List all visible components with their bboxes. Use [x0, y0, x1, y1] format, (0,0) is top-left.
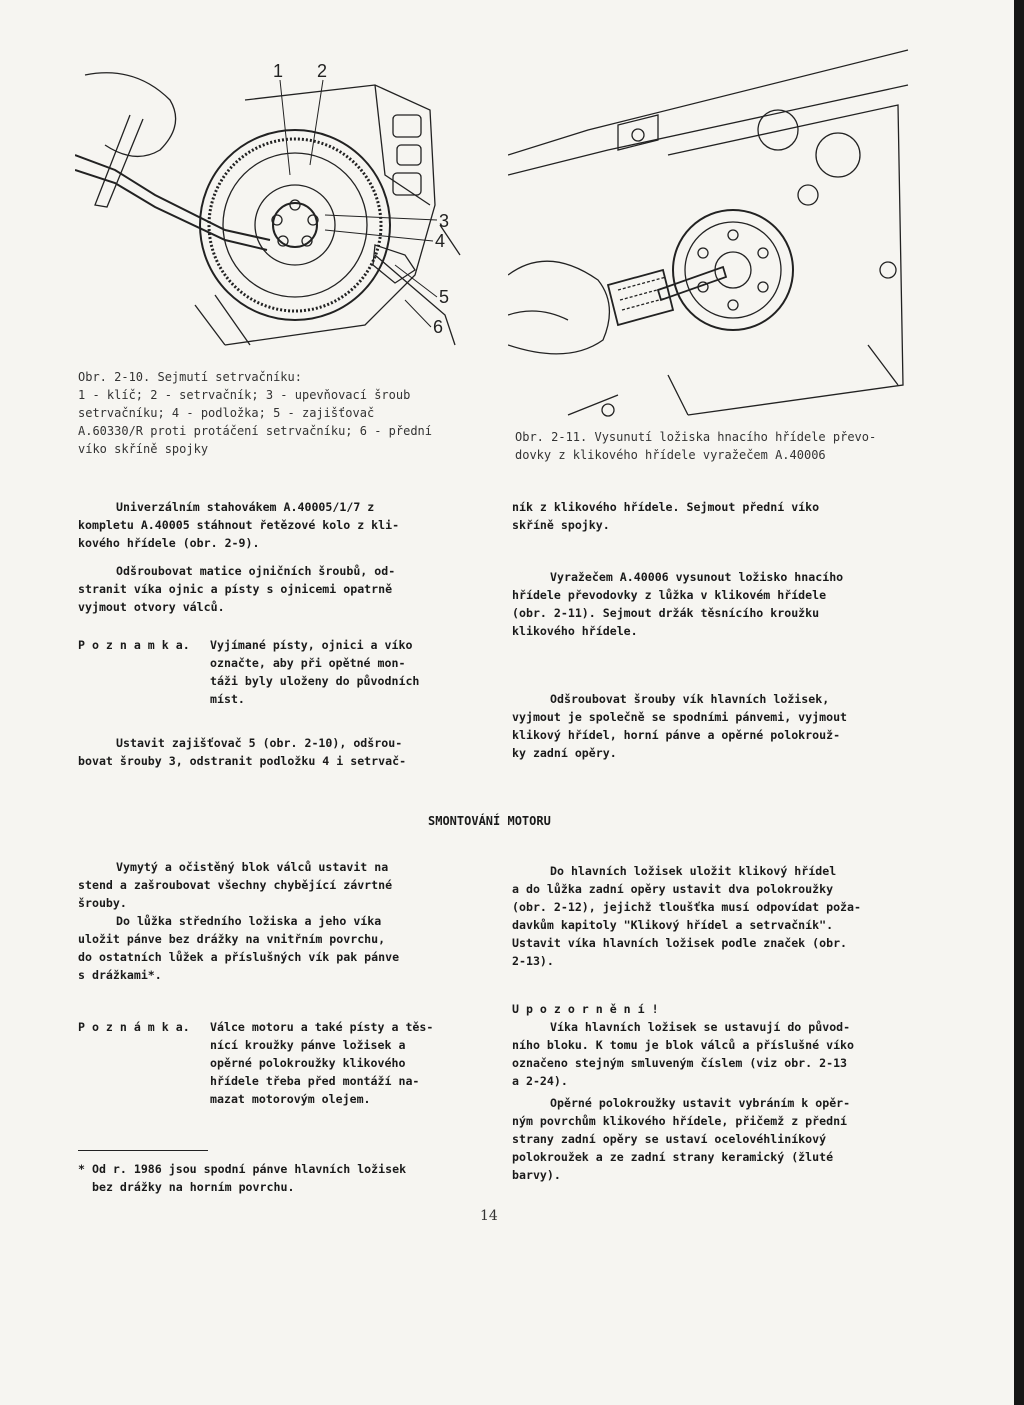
col2-assembly-para3: Opěrné polokroužky ustavit vybráním k opěr- ným povrchům klikového hřídele, přičemž z přední strany zadní opěry se ustaví ocelovéhliníkový polokroužek a ze zadní strany keramický (žluté barvy).	[512, 1096, 851, 1182]
callout-4: 4	[435, 231, 446, 251]
flywheel-illustration	[75, 55, 465, 365]
warning-label: U p o z o r n ě n í !	[512, 1002, 659, 1016]
caption-line: víko skříně spojky	[78, 442, 209, 456]
col1-assembly-para2: Do lůžka středního ložiska a jeho víka uložit pánve bez drážky na vnitřním povrchu, do ostatních lůžek a příslušných vík pak pánve s drážkami*.	[78, 914, 400, 982]
section-heading: SMONTOVÁNÍ MOTORU	[428, 814, 551, 828]
col1-para1: Univerzálním stahovákem A.40005/1/7 z kompletu A.40005 stáhnout řetězové kolo z kli- kového hřídele (obr. 2-9).	[78, 500, 400, 550]
caption-line: setrvačníku; 4 - podložka; 5 - zajišťovač	[78, 406, 375, 420]
callout-1: 1	[273, 61, 284, 81]
col2-para3: Odšroubovat šrouby vík hlavních ložisek, vyjmout je společně se spodními pánvemi, vyjmout klikový hřídel, horní pánve a opěrné polokrouž- ky zadní opěry.	[512, 692, 848, 760]
footnote-rule	[78, 1150, 208, 1151]
page-edge-shadow	[1014, 0, 1024, 1405]
figure2-caption	[515, 428, 876, 464]
caption-line: dovky z klikového hřídele vyražečem A.40006	[515, 448, 826, 462]
col1-note: Vyjímané písty, ojnici a víko označte, aby při opětné mon- táži byly uloženy do původních míst.	[210, 638, 420, 706]
col1-para3: Ustavit zajišťovač 5 (obr. 2-10), odšrou- bovat šrouby 3, odstranit podložku 4 i setrvač-	[78, 736, 407, 768]
figure-bearing-extraction	[508, 45, 913, 425]
col1-note-label: P o z n a m k a.	[78, 638, 190, 652]
callout-6: 6	[433, 317, 444, 337]
caption-line: 1 - klíč; 2 - setrvačník; 3 - upevňovací šroub	[78, 388, 411, 402]
caption-line: A.60330/R proti protáčení setrvačníku; 6 - přední	[78, 424, 433, 438]
callout-3: 3	[439, 211, 450, 231]
col1-para2: Odšroubovat matice ojničních šroubů, od- stranit víka ojnic a písty s ojnicemi opatrně vyjmout otvory válců.	[78, 564, 396, 614]
callout-5: 5	[439, 287, 450, 307]
page-number: 14	[480, 1208, 498, 1224]
figure-flywheel-removal	[75, 55, 465, 365]
callout-2: 2	[317, 61, 328, 81]
col2-para2: Vyražečem A.40006 vysunout ložisko hnacího hřídele převodovky z lůžka v klikovém hřídele (obr. 2-11). Sejmout držák těsnícího kroužku klikového hřídele.	[512, 570, 844, 638]
col1-assembly-note: Válce motoru a také písty a těs- nící kroužky pánve ložisek a opěrné polokroužky klikového hřídele třeba před montáží na- mazat motorovým olejem.	[210, 1020, 434, 1106]
crankshaft-illustration	[508, 45, 913, 425]
caption-line: Obr. 2-11. Vysunutí ložiska hnacího hřídele převo-	[515, 430, 877, 444]
footnote: * Od r. 1986 jsou spodní pánve hlavních ložisek bez drážky na horním povrchu.	[78, 1162, 407, 1194]
col1-assembly-note-label: P o z n á m k a.	[78, 1020, 190, 1034]
col1-assembly-para1: Vymytý a očistěný blok válců ustavit na stend a zašroubovat všechny chybějící závrtné šrouby.	[78, 860, 393, 910]
col2-para1: ník z klikového hřídele. Sejmout přední víko skříně spojky.	[512, 500, 820, 532]
col2-assembly-para2: Víka hlavních ložisek se ustavují do původ- ního bloku. K tomu je blok válců a příslušné víko označeno stejným smluveným číslem (viz obr. 2-13 a 2-24).	[512, 1020, 855, 1088]
caption-line: Obr. 2-10. Sejmutí setrvačníku:	[78, 370, 302, 384]
col2-assembly-para1: Do hlavních ložisek uložit klikový hřídel a do lůžka zadní opěry ustavit dva polokroužky (obr. 2-12), jejichž tloušťka musí odpovídat poža- davkům kapitoly "Klikový hřídel a setrvačník". Ustavit víka hlavních ložisek podle značek (obr. 2-13).	[512, 864, 862, 968]
figure1-caption	[78, 368, 432, 458]
